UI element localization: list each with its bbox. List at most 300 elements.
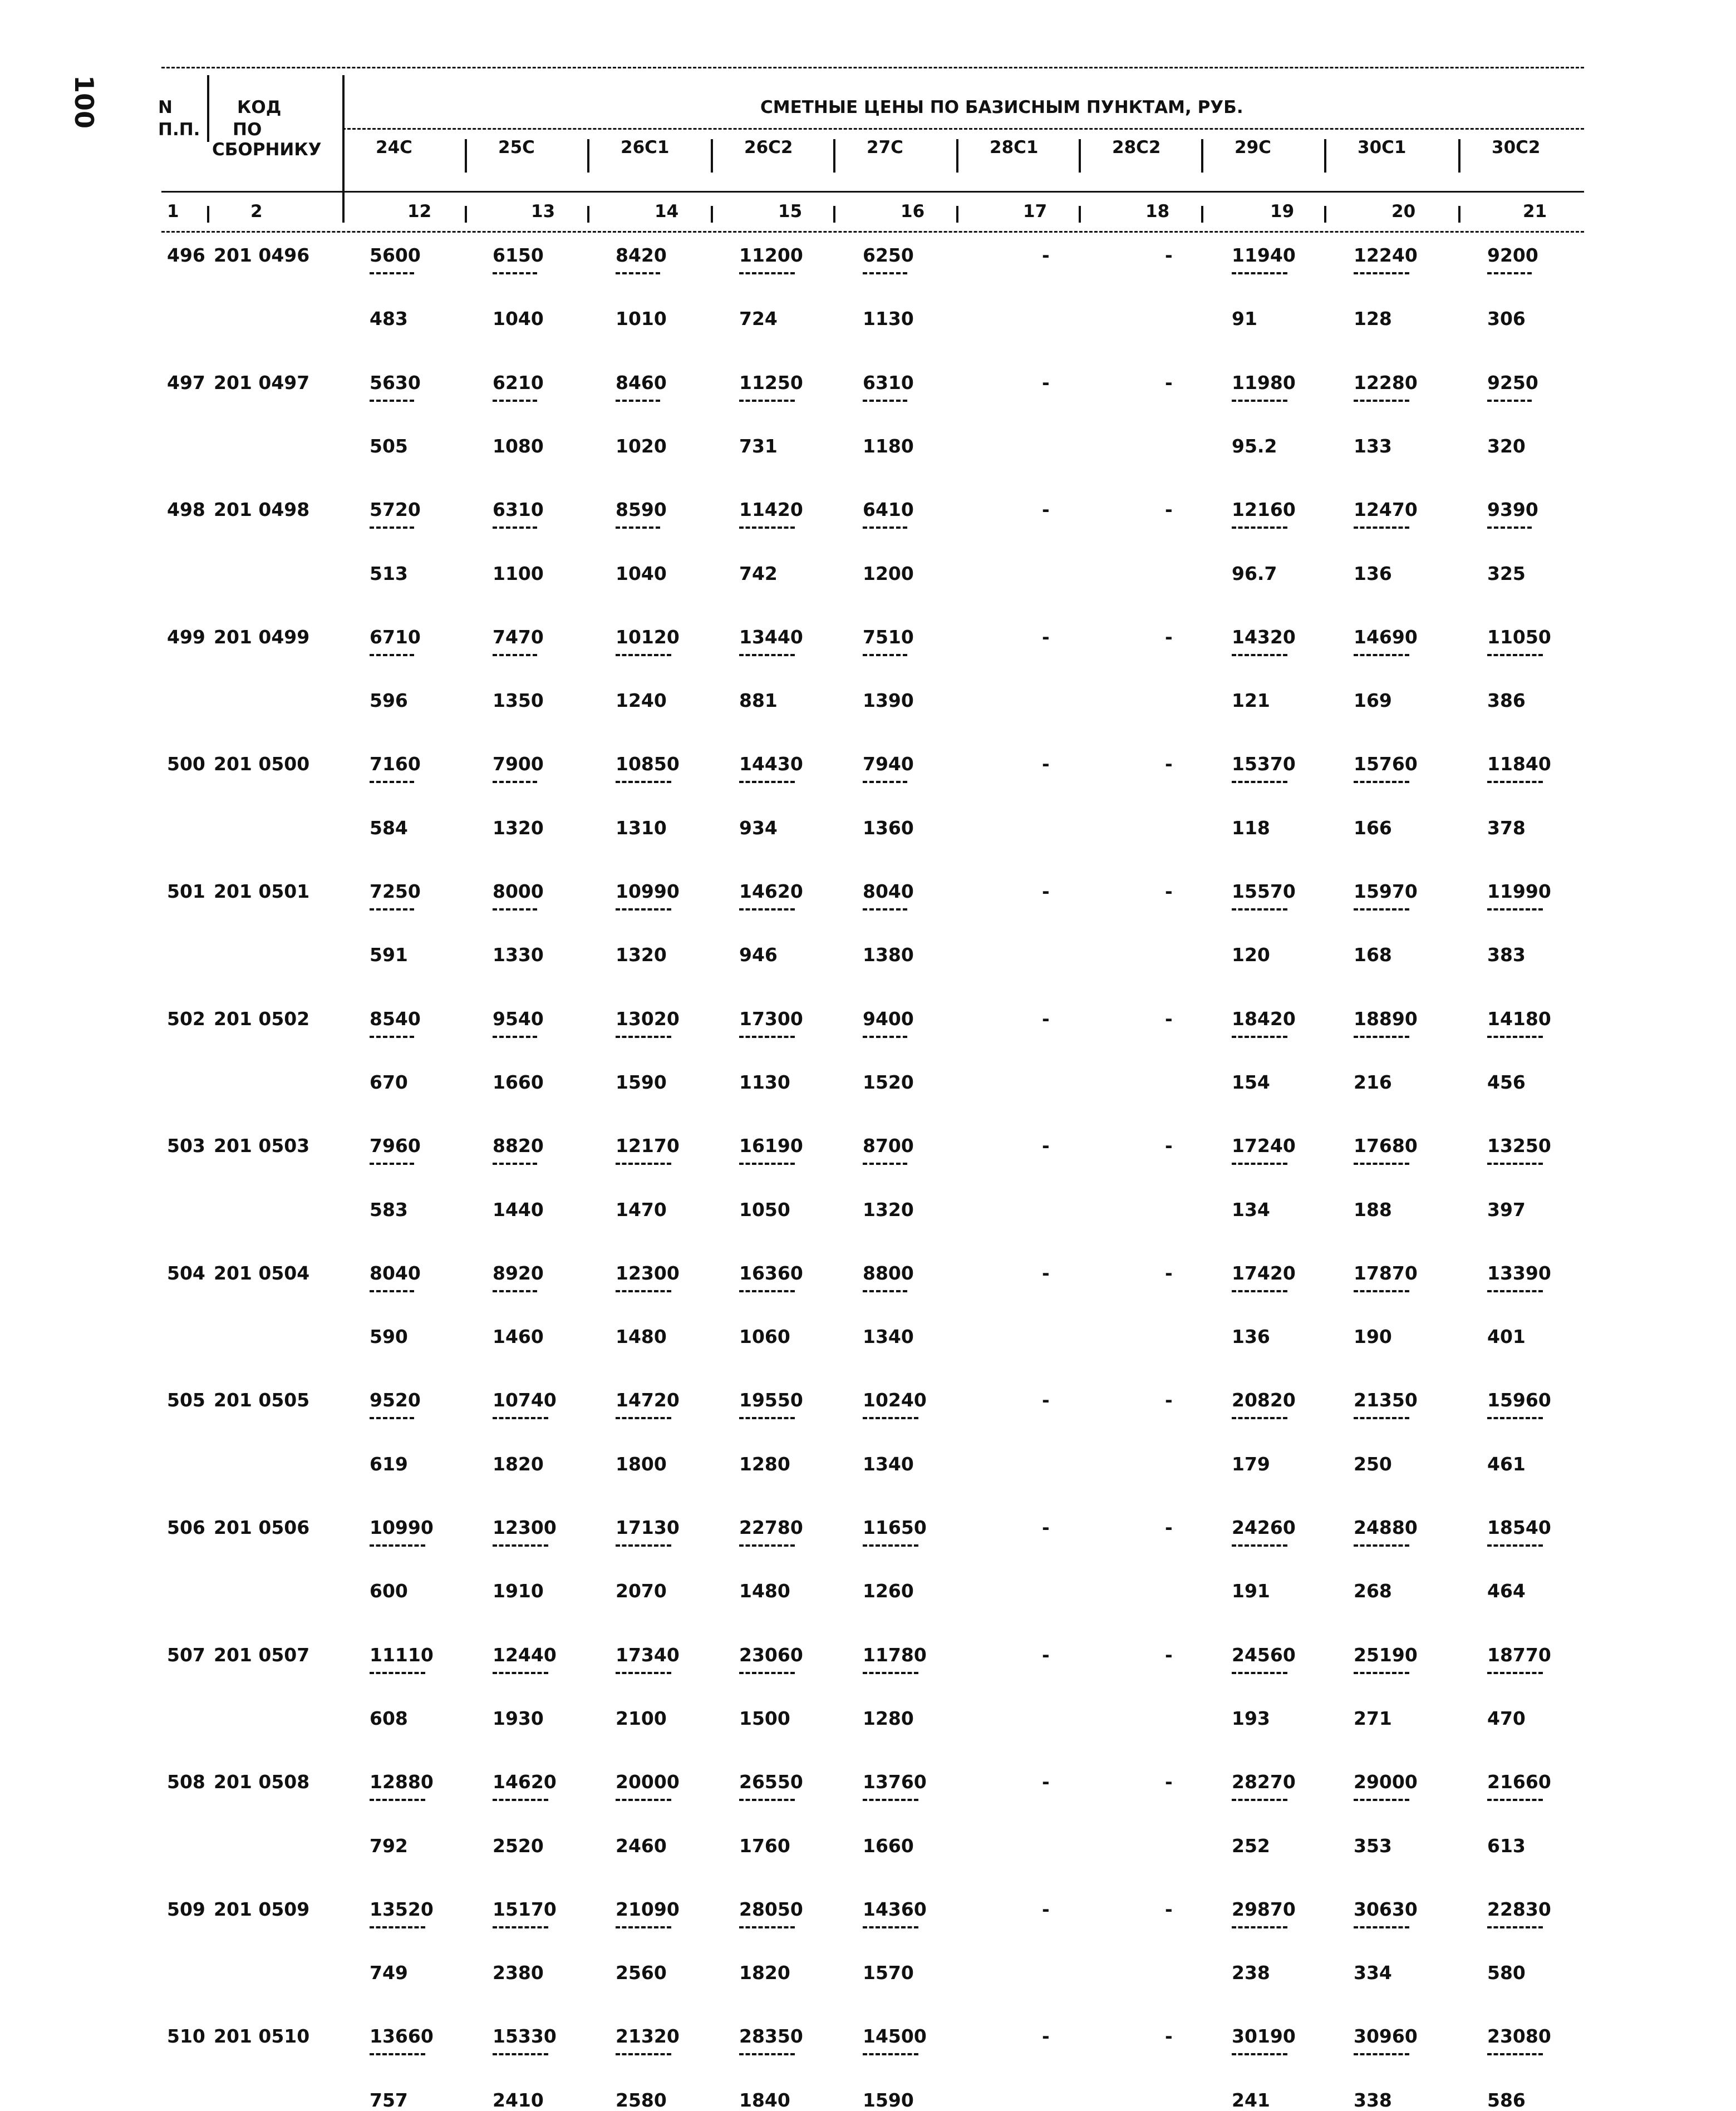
price-cell: 14620	[493, 1771, 557, 1793]
price-cell: 168	[1354, 944, 1392, 966]
price-cell: 7960	[370, 1135, 421, 1157]
price-cell: 378	[1487, 817, 1526, 839]
row-number: 497	[167, 372, 205, 393]
price-cell: 136	[1354, 563, 1392, 584]
price-cell: 154	[1232, 1071, 1270, 1093]
fraction-bar	[739, 400, 795, 402]
column-divider	[956, 139, 958, 173]
fraction-bar	[370, 526, 414, 529]
price-cell: -	[1042, 372, 1050, 393]
fraction-bar	[370, 908, 414, 911]
price-cell: 13440	[739, 626, 803, 648]
price-cell: 13760	[863, 1771, 927, 1793]
price-cell: 21320	[616, 2025, 680, 2047]
price-cell: 30960	[1354, 2025, 1418, 2047]
price-cell: 1130	[739, 1071, 790, 1093]
fraction-bar	[370, 1163, 414, 1165]
price-cell: -	[1165, 880, 1173, 902]
price-cell: 15170	[493, 1898, 557, 1920]
price-cell: 24880	[1354, 1517, 1418, 1538]
top-rule	[161, 67, 1584, 68]
fraction-bar	[1487, 2053, 1543, 2055]
price-cell: -	[1042, 1771, 1050, 1793]
price-cell: 8540	[370, 1008, 421, 1030]
numbers-rule	[161, 231, 1584, 233]
row-code: 201 0501	[214, 880, 310, 902]
price-cell: -	[1042, 626, 1050, 648]
price-cell: 306	[1487, 308, 1526, 329]
price-cell: 600	[370, 1580, 408, 1602]
fraction-bar	[863, 1036, 907, 1038]
price-cell: 13020	[616, 1008, 680, 1030]
fraction-bar	[370, 272, 414, 274]
column-header: 28С2	[1112, 137, 1161, 158]
fraction-bar	[1354, 526, 1409, 529]
price-cell: 1330	[493, 944, 544, 966]
fraction-bar	[1487, 908, 1543, 911]
column-header: 27С	[867, 137, 903, 158]
fraction-bar	[739, 1290, 795, 1292]
fraction-bar	[616, 272, 660, 274]
price-cell: 136	[1232, 1326, 1270, 1347]
fraction-bar	[1354, 1163, 1409, 1165]
price-cell: 14430	[739, 753, 803, 775]
price-cell: 118	[1232, 817, 1270, 839]
column-number: 15	[778, 201, 803, 222]
row-code: 201 0505	[214, 1389, 310, 1411]
column-divider	[711, 139, 713, 173]
row-number: 507	[167, 1644, 205, 1666]
column-divider	[207, 75, 209, 142]
price-cell: 95.2	[1232, 435, 1277, 457]
fraction-bar	[1487, 1544, 1543, 1547]
column-number: 19	[1270, 201, 1295, 222]
price-cell: 1930	[493, 1708, 544, 1729]
column-divider	[1458, 139, 1460, 173]
price-cell: 12240	[1354, 244, 1418, 266]
price-cell: 17240	[1232, 1135, 1296, 1157]
fraction-bar	[1487, 526, 1532, 529]
price-cell: 91	[1232, 308, 1257, 329]
fraction-bar	[863, 526, 907, 529]
fraction-bar	[739, 654, 795, 656]
column-divider	[207, 206, 209, 223]
fraction-bar	[616, 1799, 671, 1801]
fraction-bar	[1487, 272, 1532, 274]
price-cell: 1660	[493, 1071, 544, 1093]
price-cell: 29000	[1354, 1771, 1418, 1793]
header-code-3: СБОРНИКУ	[212, 140, 322, 160]
price-cell: 1320	[493, 817, 544, 839]
price-cell: 10240	[863, 1389, 927, 1411]
fraction-bar	[616, 1926, 671, 1928]
price-cell: 12170	[616, 1135, 680, 1157]
price-cell: 12160	[1232, 499, 1296, 520]
price-cell: 12880	[370, 1771, 434, 1793]
price-cell: 2100	[616, 1708, 667, 1729]
fraction-bar	[1232, 908, 1287, 911]
fraction-bar	[739, 2053, 795, 2055]
price-cell: 1020	[616, 435, 667, 457]
price-cell: 461	[1487, 1453, 1526, 1475]
price-cell: -	[1042, 499, 1050, 520]
fraction-bar	[863, 1163, 907, 1165]
price-cell: 1010	[616, 308, 667, 329]
price-cell: 7510	[863, 626, 914, 648]
price-cell: 12280	[1354, 372, 1418, 393]
row-number: 508	[167, 1771, 205, 1793]
price-cell: -	[1042, 244, 1050, 266]
price-cell: 193	[1232, 1708, 1270, 1729]
price-cell: 613	[1487, 1835, 1526, 1857]
price-cell: -	[1042, 1517, 1050, 1538]
price-cell: 17870	[1354, 1262, 1418, 1284]
column-header: 25С	[498, 137, 535, 158]
price-cell: -	[1165, 499, 1173, 520]
price-cell: 934	[739, 817, 778, 839]
fraction-bar	[739, 526, 795, 529]
price-cell: 320	[1487, 435, 1526, 457]
price-cell: 15760	[1354, 753, 1418, 775]
price-cell: 1820	[739, 1962, 790, 1984]
price-cell: 128	[1354, 308, 1392, 329]
price-cell: 1280	[863, 1708, 914, 1729]
price-cell: 1660	[863, 1835, 914, 1857]
fraction-bar	[370, 1544, 425, 1547]
fraction-bar	[1487, 1163, 1543, 1165]
price-cell: 271	[1354, 1708, 1392, 1729]
price-cell: 11940	[1232, 244, 1296, 266]
price-cell: 586	[1487, 2089, 1526, 2111]
fraction-bar	[616, 1672, 671, 1674]
column-header: 24С	[376, 137, 412, 158]
price-cell: 456	[1487, 1071, 1526, 1093]
price-cell: 6310	[863, 372, 914, 393]
price-cell: 19550	[739, 1389, 803, 1411]
fraction-bar	[370, 1417, 414, 1419]
fraction-bar	[493, 272, 537, 274]
column-divider	[465, 206, 467, 223]
price-cell: 1460	[493, 1326, 544, 1347]
price-cell: -	[1042, 1135, 1050, 1157]
price-cell: -	[1165, 626, 1173, 648]
row-number: 509	[167, 1898, 205, 1920]
fraction-bar	[493, 526, 537, 529]
price-cell: 121	[1232, 690, 1270, 711]
price-cell: 1040	[616, 563, 667, 584]
row-number: 499	[167, 626, 205, 648]
price-cell: 18890	[1354, 1008, 1418, 1030]
price-cell: 16360	[739, 1262, 803, 1284]
price-cell: 591	[370, 944, 408, 966]
price-cell: 1260	[863, 1580, 914, 1602]
price-cell: 250	[1354, 1453, 1392, 1475]
price-cell: 6250	[863, 244, 914, 266]
row-code: 201 0496	[214, 244, 310, 266]
fraction-bar	[370, 781, 414, 783]
price-cell: 11980	[1232, 372, 1296, 393]
column-number: 12	[407, 201, 432, 222]
price-cell: 13390	[1487, 1262, 1551, 1284]
price-cell: 8460	[616, 372, 667, 393]
price-cell: -	[1165, 1008, 1173, 1030]
price-cell: 2380	[493, 1962, 544, 1984]
row-code: 201 0504	[214, 1262, 310, 1284]
fraction-bar	[739, 1544, 795, 1547]
fraction-bar	[1354, 1290, 1409, 1292]
fraction-bar	[493, 1544, 548, 1547]
fraction-bar	[1354, 908, 1409, 911]
price-cell: 9250	[1487, 372, 1538, 393]
price-cell: 166	[1354, 817, 1392, 839]
price-cell: 30630	[1354, 1898, 1418, 1920]
fraction-bar	[863, 654, 907, 656]
price-cell: 10120	[616, 626, 680, 648]
fraction-bar	[493, 1163, 537, 1165]
price-cell: 353	[1354, 1835, 1392, 1857]
fraction-bar	[616, 400, 660, 402]
price-cell: 29870	[1232, 1898, 1296, 1920]
fraction-bar	[1487, 1926, 1543, 1928]
price-cell: 1820	[493, 1453, 544, 1475]
price-cell: 14320	[1232, 626, 1296, 648]
price-cell: 15330	[493, 2025, 557, 2047]
price-cell: 1320	[863, 1199, 914, 1221]
price-cell: 619	[370, 1453, 408, 1475]
price-cell: 1280	[739, 1453, 790, 1475]
fraction-bar	[863, 1799, 918, 1801]
price-cell: -	[1165, 1771, 1173, 1793]
price-cell: 1100	[493, 563, 544, 584]
price-cell: 401	[1487, 1326, 1526, 1347]
fraction-bar	[1232, 1672, 1287, 1674]
column-number: 2	[250, 201, 263, 222]
price-cell: 792	[370, 1835, 408, 1857]
price-cell: 14620	[739, 880, 803, 902]
fraction-bar	[863, 1544, 918, 1547]
fraction-bar	[863, 1926, 918, 1928]
fraction-bar	[863, 1417, 918, 1419]
row-code: 201 0502	[214, 1008, 310, 1030]
column-header: 30С1	[1358, 137, 1406, 158]
price-cell: 12300	[493, 1517, 557, 1538]
price-cell: 7940	[863, 753, 914, 775]
fraction-bar	[370, 1799, 425, 1801]
price-cell: 513	[370, 563, 408, 584]
price-cell: 7160	[370, 753, 421, 775]
row-number: 496	[167, 244, 205, 266]
price-cell: -	[1165, 1135, 1173, 1157]
price-cell: 2410	[493, 2089, 544, 2111]
fraction-bar	[863, 1672, 918, 1674]
price-cell: 505	[370, 435, 408, 457]
price-cell: 1590	[863, 2089, 914, 2111]
header-group-title: СМЕТНЫЕ ЦЕНЫ ПО БАЗИСНЫМ ПУНКТАМ, РУБ.	[760, 97, 1243, 117]
fraction-bar	[616, 1544, 671, 1547]
price-cell: -	[1165, 372, 1173, 393]
price-cell: 5600	[370, 244, 421, 266]
fraction-bar	[493, 1926, 548, 1928]
price-cell: 7250	[370, 880, 421, 902]
price-cell: 15960	[1487, 1389, 1551, 1411]
fraction-bar	[1232, 781, 1287, 783]
price-cell: 1360	[863, 817, 914, 839]
price-cell: 1480	[739, 1580, 790, 1602]
row-number: 500	[167, 753, 205, 775]
fraction-bar	[1354, 1544, 1409, 1547]
fraction-bar	[370, 1290, 414, 1292]
price-cell: -	[1042, 1262, 1050, 1284]
price-cell: 9520	[370, 1389, 421, 1411]
price-cell: 14720	[616, 1389, 680, 1411]
column-divider	[1324, 139, 1326, 173]
price-cell: 946	[739, 944, 778, 966]
price-cell: 11250	[739, 372, 803, 393]
row-code: 201 0503	[214, 1135, 310, 1157]
column-divider	[1324, 206, 1326, 223]
fraction-bar	[863, 781, 907, 783]
fraction-bar	[863, 1290, 907, 1292]
fraction-bar	[1487, 1036, 1543, 1038]
fraction-bar	[863, 400, 907, 402]
price-cell: 169	[1354, 690, 1392, 711]
price-cell: -	[1165, 1644, 1173, 1666]
price-cell: 1200	[863, 563, 914, 584]
fraction-bar	[739, 908, 795, 911]
fraction-bar	[1487, 400, 1532, 402]
price-cell: 1480	[616, 1326, 667, 1347]
price-cell: 8590	[616, 499, 667, 520]
row-code: 201 0510	[214, 2025, 310, 2047]
price-cell: 12470	[1354, 499, 1418, 520]
price-cell: 133	[1354, 435, 1392, 457]
column-divider	[1079, 206, 1081, 223]
price-cell: 191	[1232, 1580, 1270, 1602]
fraction-bar	[1232, 654, 1287, 656]
price-cell: -	[1042, 1898, 1050, 1920]
price-cell: 238	[1232, 1962, 1270, 1984]
price-cell: 334	[1354, 1962, 1392, 1984]
fraction-bar	[863, 908, 907, 911]
price-cell: 608	[370, 1708, 408, 1729]
price-cell: 216	[1354, 1071, 1392, 1093]
fraction-bar	[1354, 272, 1409, 274]
fraction-bar	[493, 1036, 537, 1038]
price-cell: 11420	[739, 499, 803, 520]
price-cell: 188	[1354, 1199, 1392, 1221]
price-cell: 11840	[1487, 753, 1551, 775]
price-cell: 383	[1487, 944, 1526, 966]
column-divider	[465, 139, 467, 173]
price-cell: 590	[370, 1326, 408, 1347]
price-cell: 24560	[1232, 1644, 1296, 1666]
price-cell: 120	[1232, 944, 1270, 966]
fraction-bar	[1232, 272, 1287, 274]
header-code-2: ПО	[233, 120, 262, 140]
price-cell: 7900	[493, 753, 544, 775]
price-cell: 1350	[493, 690, 544, 711]
column-divider	[1458, 206, 1460, 223]
price-cell: 16190	[739, 1135, 803, 1157]
column-number: 20	[1391, 201, 1416, 222]
row-code: 201 0506	[214, 1517, 310, 1538]
price-cell: 23060	[739, 1644, 803, 1666]
price-cell: 6410	[863, 499, 914, 520]
fraction-bar	[1487, 1799, 1543, 1801]
price-cell: 397	[1487, 1199, 1526, 1221]
column-number: 14	[655, 201, 679, 222]
row-code: 201 0509	[214, 1898, 310, 1920]
fraction-bar	[493, 908, 537, 911]
price-cell: 15370	[1232, 753, 1296, 775]
price-cell: 18540	[1487, 1517, 1551, 1538]
price-cell: 483	[370, 308, 408, 329]
price-cell: 1040	[493, 308, 544, 329]
fraction-bar	[616, 2053, 671, 2055]
price-cell: 23080	[1487, 2025, 1551, 2047]
price-cell: 10850	[616, 753, 680, 775]
price-cell: -	[1042, 1389, 1050, 1411]
fraction-bar	[493, 400, 537, 402]
column-header: 28С1	[990, 137, 1039, 158]
row-code: 201 0508	[214, 1771, 310, 1793]
row-code: 201 0507	[214, 1644, 310, 1666]
fraction-bar	[370, 654, 414, 656]
price-cell: 21350	[1354, 1389, 1418, 1411]
price-cell: 1340	[863, 1326, 914, 1347]
price-cell: -	[1042, 880, 1050, 902]
fraction-bar	[1354, 781, 1409, 783]
fraction-bar	[739, 1926, 795, 1928]
fraction-bar	[493, 1417, 548, 1419]
price-cell: 22830	[1487, 1898, 1551, 1920]
price-cell: 1470	[616, 1199, 667, 1221]
price-cell: 10990	[370, 1517, 434, 1538]
fraction-bar	[493, 1672, 548, 1674]
price-cell: 11650	[863, 1517, 927, 1538]
fraction-bar	[370, 1926, 425, 1928]
row-number: 504	[167, 1262, 205, 1284]
price-cell: 583	[370, 1199, 408, 1221]
fraction-bar	[739, 1799, 795, 1801]
fraction-bar	[1232, 1544, 1287, 1547]
price-cell: 190	[1354, 1326, 1392, 1347]
price-cell: 179	[1232, 1453, 1270, 1475]
price-cell: 470	[1487, 1708, 1526, 1729]
price-cell: 1570	[863, 1962, 914, 1984]
fraction-bar	[1354, 1926, 1409, 1928]
price-cell: 6150	[493, 244, 544, 266]
column-divider	[956, 206, 958, 223]
row-number: 505	[167, 1389, 205, 1411]
price-cell: 241	[1232, 2089, 1270, 2111]
fraction-bar	[493, 1290, 537, 1292]
fraction-bar	[739, 1163, 795, 1165]
column-header: 26С2	[744, 137, 793, 158]
price-cell: 9390	[1487, 499, 1538, 520]
fraction-bar	[1232, 1163, 1287, 1165]
fraction-bar	[863, 272, 907, 274]
fraction-bar	[1487, 781, 1543, 783]
price-cell: 20820	[1232, 1389, 1296, 1411]
fraction-bar	[1232, 1926, 1287, 1928]
fraction-bar	[493, 654, 537, 656]
price-cell: 5720	[370, 499, 421, 520]
price-cell: 2070	[616, 1580, 667, 1602]
price-cell: 1520	[863, 1071, 914, 1093]
column-divider	[833, 206, 835, 223]
fraction-bar	[493, 2053, 548, 2055]
